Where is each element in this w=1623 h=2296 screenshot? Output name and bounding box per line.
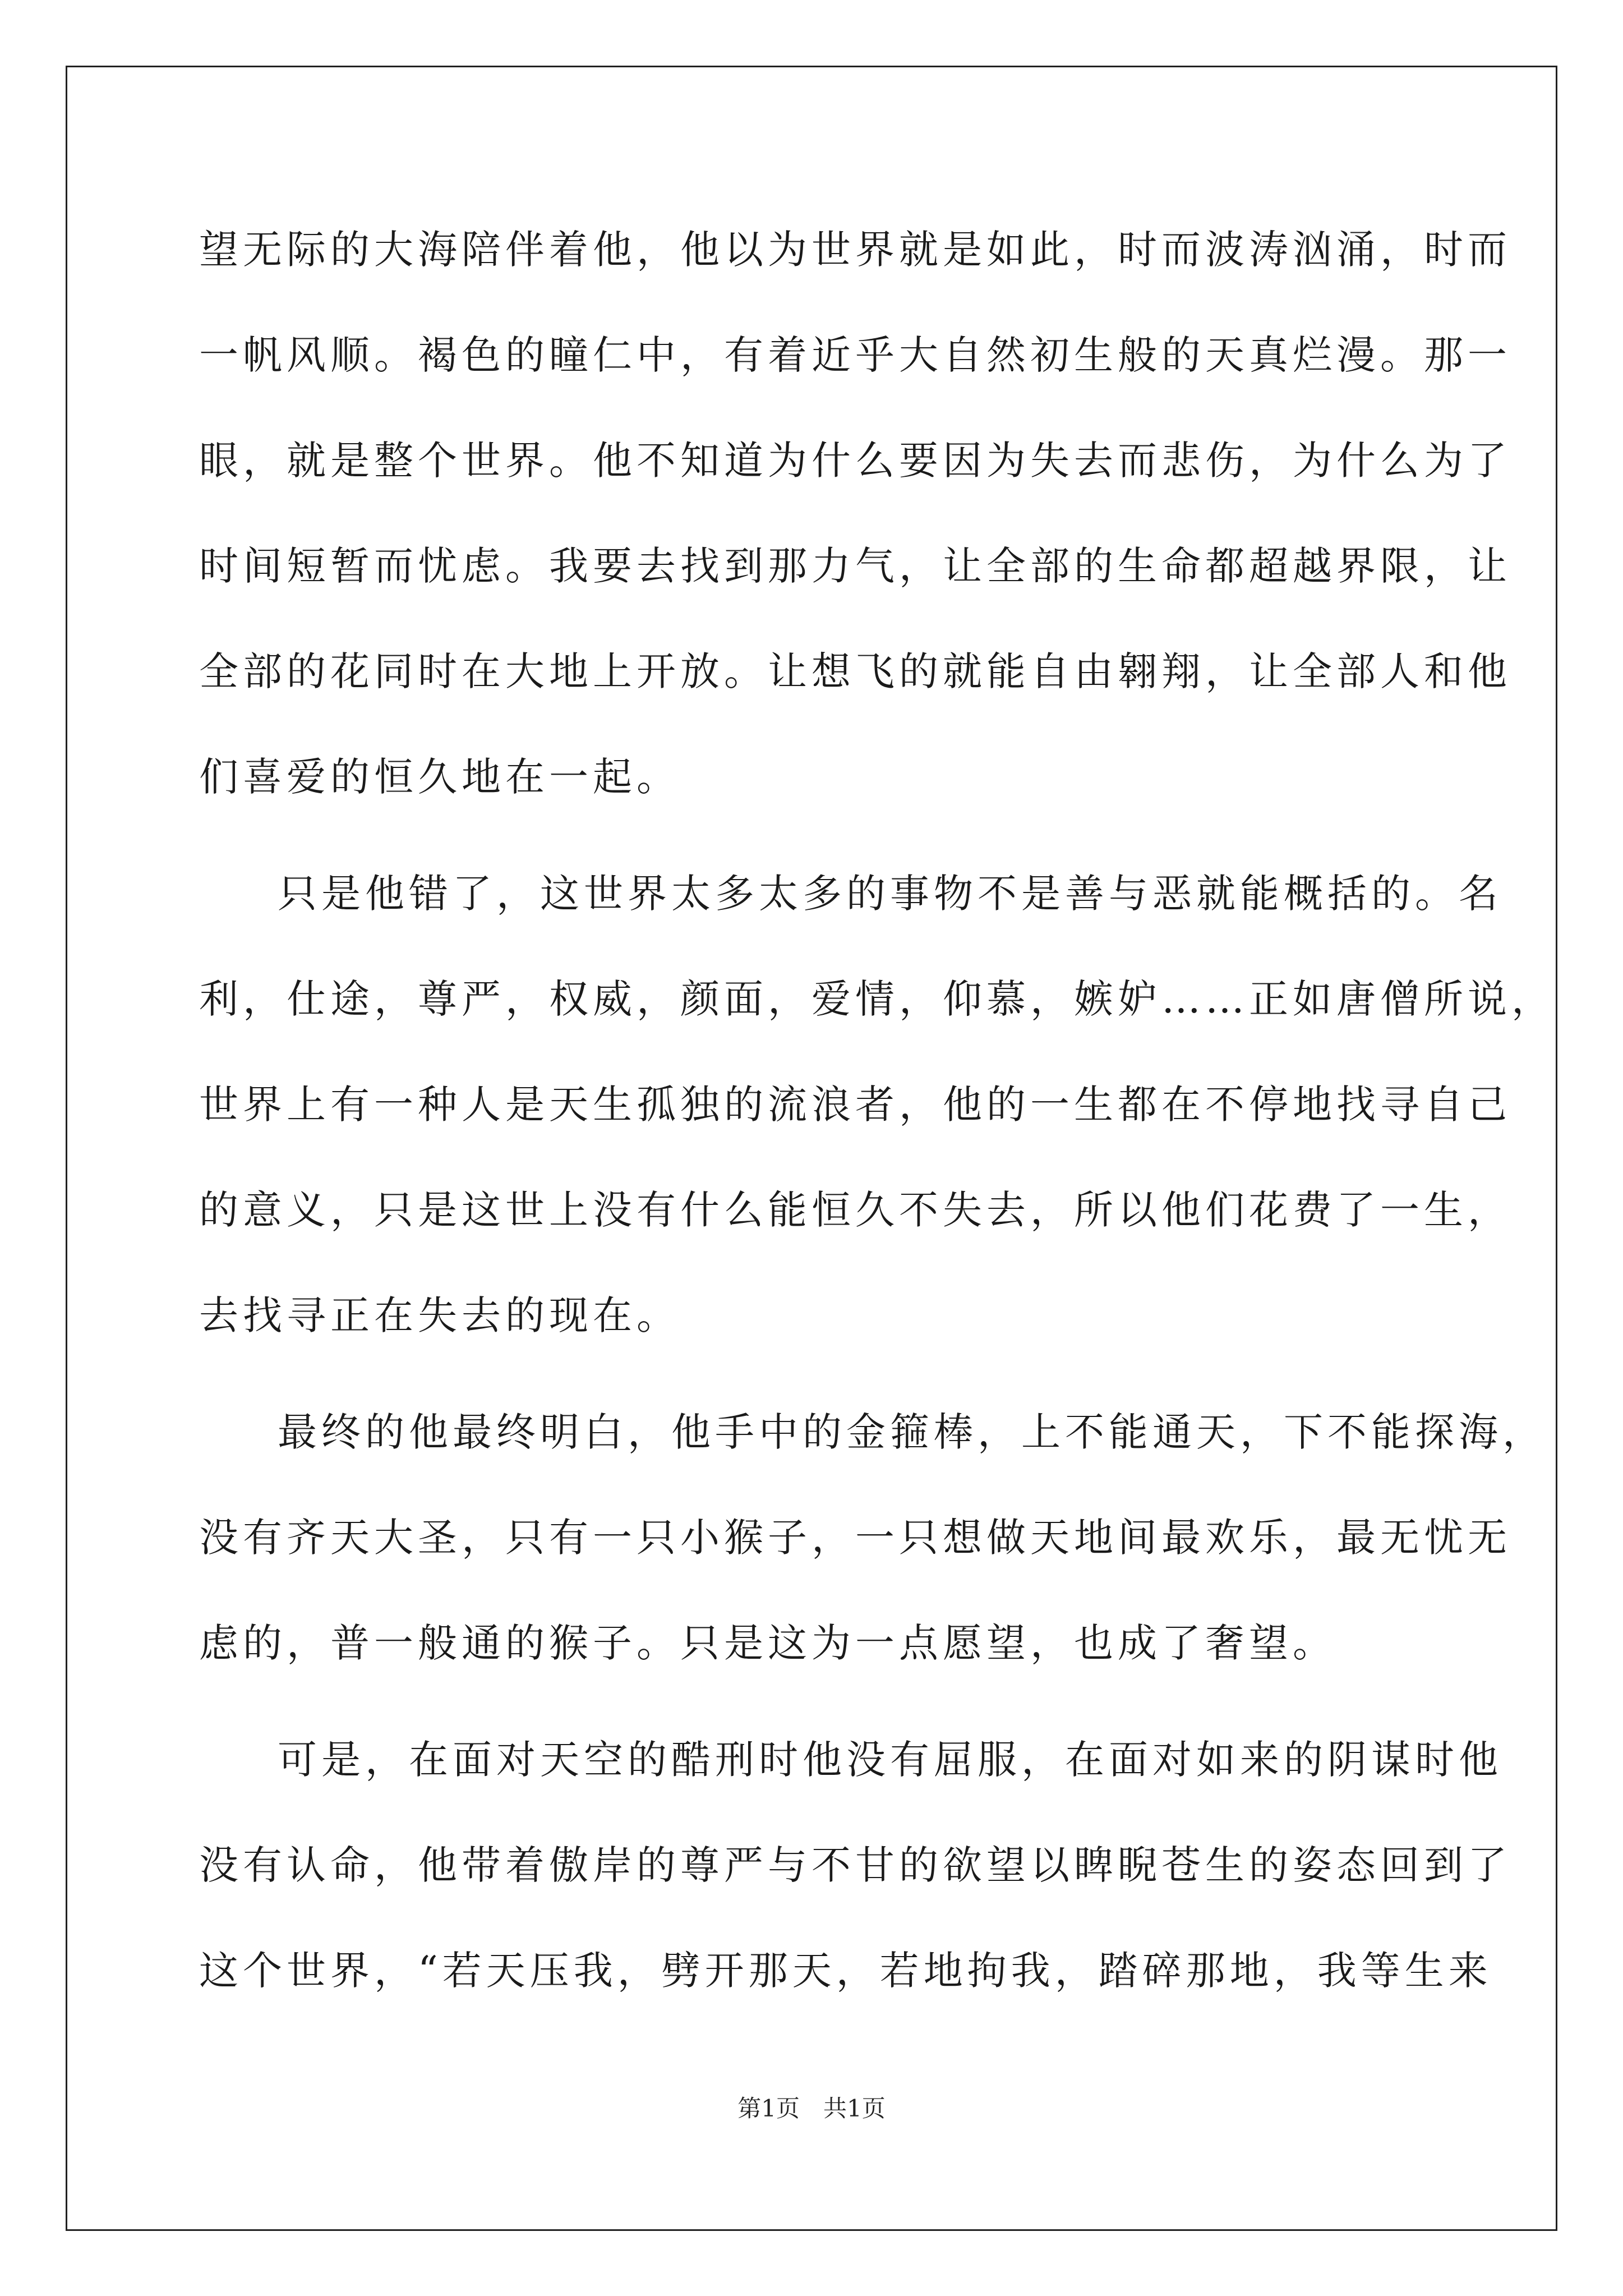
text-line: 利，仕途，尊严，权威，颜面，爱情，仰慕，嫉妒……正如唐僧所说， <box>199 976 1555 1022</box>
text-line: 全部的花同时在大地上开放。让想飞的就能自由翱翔，让全部人和他 <box>199 648 1511 694</box>
paragraph-first-line: 最终的他最终明白，他手中的金箍棒，上不能通天，下不能探海， <box>278 1409 1546 1455</box>
text-line: 时间短暂而忧虑。我要去找到那力气，让全部的生命都超越界限，让 <box>199 543 1511 589</box>
text-line: 眼，就是整个世界。他不知道为什么要因为失去而悲伤，为什么为了 <box>199 438 1511 484</box>
page-number-footer: 第1页 共1页 <box>737 2095 886 2122</box>
text-line: 去找寻正在失去的现在。 <box>199 1292 680 1338</box>
text-line: 世界上有一种人是天生孤独的流浪者，他的一生都在不停地找寻自己 <box>199 1082 1511 1128</box>
text-line: 没有认命，他带着傲岸的尊严与不甘的欲望以睥睨苍生的姿态回到了 <box>199 1842 1511 1888</box>
text-line: 们喜爱的恒久地在一起。 <box>199 754 680 800</box>
text-line: 虑的，普一般通的猴子。只是这为一点愿望，也成了奢望。 <box>199 1620 1336 1666</box>
text-line: 这个世界，“若天压我，劈开那天，若地拘我，踏碎那地，我等生来 <box>199 1948 1492 1994</box>
paragraph-first-line: 可是，在面对天空的酷刑时他没有屈服，在面对如来的阴谋时他 <box>278 1737 1502 1783</box>
text-line: 望无际的大海陪伴着他，他以为世界就是如此，时而波涛汹涌，时而 <box>199 227 1511 273</box>
page-border <box>66 66 1557 2231</box>
text-line: 的意义，只是这世上没有什么能恒久不失去，所以他们花费了一生， <box>199 1187 1511 1233</box>
paragraph-first-line: 只是他错了，这世界太多太多的事物不是善与恶就能概括的。名 <box>278 871 1502 917</box>
text-line: 没有齐天大圣，只有一只小猴子，一只想做天地间最欢乐，最无忧无 <box>199 1515 1511 1561</box>
text-line: 一帆风顺。褐色的瞳仁中，有着近乎大自然初生般的天真烂漫。那一 <box>199 332 1511 378</box>
